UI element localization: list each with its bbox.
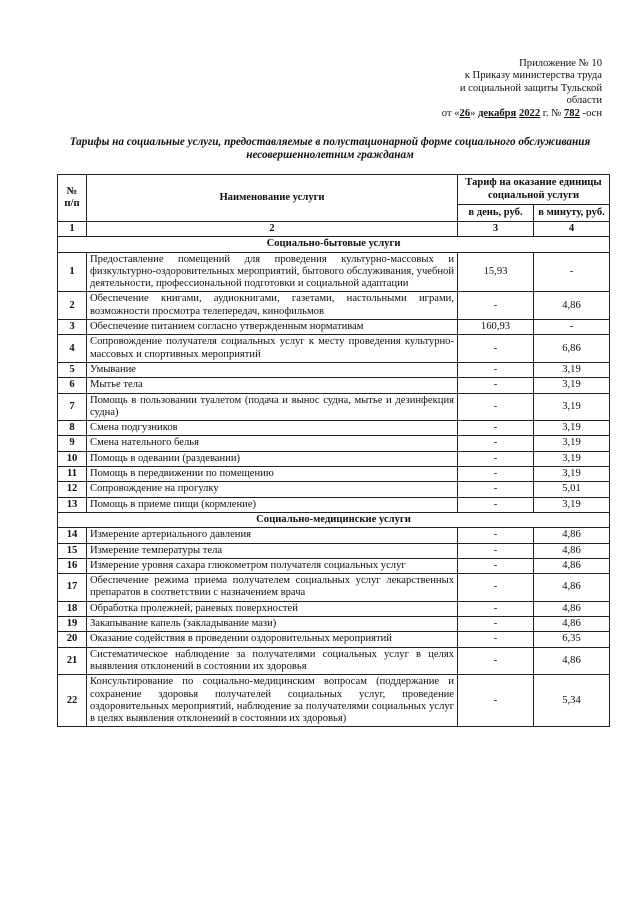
tariff-per-day: - [458, 497, 534, 512]
row-number: 8 [58, 421, 87, 436]
tariff-per-day: - [458, 632, 534, 647]
row-number: 21 [58, 647, 87, 675]
tariff-per-minute: 6,35 [534, 632, 610, 647]
tariff-per-minute: 3,19 [534, 436, 610, 451]
table-row [58, 320, 610, 335]
service-name: Консультирование по социально-медицинским вопросам (поддержание и сохранение здоровья получателей социальных услуг, проведение оздоровительных мероприятий, наблюдение за получателями социальных услуг в целях выявления отклонений в состоянии их здоровья) [87, 675, 458, 727]
table-row [58, 421, 610, 436]
row-number: 1 [58, 252, 87, 292]
table-row [58, 528, 610, 543]
service-name: Смена подгузников [87, 421, 458, 436]
service-name: Мытье тела [87, 378, 458, 393]
table-row [58, 574, 610, 602]
section-title: Социально-бытовые услуги [58, 237, 610, 252]
table-row [58, 335, 610, 363]
table-row [58, 362, 610, 377]
service-name: Помощь в приеме пищи (кормление) [87, 497, 458, 512]
header-name: Наименование услуги [87, 175, 458, 222]
row-number: 17 [58, 574, 87, 602]
row-number: 13 [58, 497, 87, 512]
section-header-row [58, 237, 610, 252]
tariff-per-minute: 5,34 [534, 675, 610, 727]
column-index-row [58, 222, 610, 237]
row-number: 19 [58, 617, 87, 632]
tariff-per-day: - [458, 528, 534, 543]
tariff-per-day: - [458, 574, 534, 602]
row-number: 15 [58, 543, 87, 558]
tariff-per-minute: 4,86 [534, 647, 610, 675]
tariff-per-minute: 5,01 [534, 482, 610, 497]
table-row [58, 543, 610, 558]
tariff-per-day: - [458, 451, 534, 466]
document-title: Тарифы на социальные услуги, предоставляемые в полустационарной форме социального обслуживания несовершеннолетним гражданам [69, 136, 591, 162]
tariff-per-day: - [458, 436, 534, 451]
tariff-per-minute: 3,19 [534, 362, 610, 377]
tariff-per-minute: 3,19 [534, 393, 610, 421]
row-number: 3 [58, 320, 87, 335]
table-row [58, 647, 610, 675]
date-prefix: от « [441, 107, 460, 119]
row-number: 14 [58, 528, 87, 543]
annex-date-line [442, 108, 602, 120]
tariff-per-minute: 3,19 [534, 467, 610, 482]
service-name: Помощь в передвижении по помещению [87, 467, 458, 482]
annex-line-1: Приложение № 10 [519, 58, 602, 69]
tariff-per-minute: 4,86 [534, 558, 610, 573]
service-name: Обеспечение режима приема получателем социальных услуг лекарственных препаратов в соответствии с назначением врача [87, 574, 458, 602]
service-name: Умывание [87, 362, 458, 377]
row-number: 18 [58, 601, 87, 616]
tariff-per-day: - [458, 617, 534, 632]
table-row [58, 601, 610, 616]
table-row [58, 292, 610, 320]
date-month: декабря [478, 107, 517, 119]
order-number-suffix: -осн [579, 107, 602, 119]
date-mid: » [470, 107, 479, 119]
table-row [58, 451, 610, 466]
service-name: Обработка пролежней, раневых поверхностей [87, 601, 458, 616]
table-row [58, 558, 610, 573]
tariff-per-day: - [458, 558, 534, 573]
section-title: Социально-медицинские услуги [58, 512, 610, 527]
service-name: Предоставление помещений для проведения культурно-массовых и физкультурно-оздоровительных мероприятий, бытового обслуживания, учебной деятельности, профессиональной подготовки и социальной адаптации [87, 252, 458, 292]
tariff-per-day: - [458, 675, 534, 727]
service-name: Закапывание капель (закладывание мази) [87, 617, 458, 632]
service-name: Обеспечение питанием согласно утвержденным нормативам [87, 320, 458, 335]
annex-line-3: и социальной защиты Тульской [459, 82, 602, 94]
service-name: Помощь в пользовании туалетом (подача и вынос судна, мытье и дезинфекция судна) [87, 393, 458, 421]
table-row [58, 675, 610, 727]
service-name: Систематическое наблюдение за получателями социальных услуг в целях выявления отклонений в состоянии их здоровья [87, 647, 458, 675]
table-row [58, 252, 610, 292]
header-num: № п/п [58, 175, 87, 222]
column-index: 1 [58, 222, 87, 237]
tariff-per-minute: 4,86 [534, 543, 610, 558]
row-number: 11 [58, 467, 87, 482]
service-name: Сопровождение получателя социальных услуг к месту проведения культурно-массовых и спортивных мероприятий [87, 335, 458, 363]
date-day: 26 [459, 107, 471, 119]
column-index: 3 [458, 222, 534, 237]
annex-header [442, 58, 602, 120]
service-name: Сопровождение на прогулку [87, 482, 458, 497]
row-number: 7 [58, 393, 87, 421]
row-number: 20 [58, 632, 87, 647]
header-per-minute: в минуту, руб. [534, 205, 610, 222]
tariff-per-day: - [458, 335, 534, 363]
tariff-per-day: 15,93 [458, 252, 534, 292]
tariff-per-minute: - [534, 320, 610, 335]
table-row [58, 378, 610, 393]
column-index: 2 [87, 222, 458, 237]
service-name: Обеспечение книгами, аудиокнигами, газетами, настольными играми, возможности просмотра телепередач, кинофильмов [87, 292, 458, 320]
row-number: 12 [58, 482, 87, 497]
table-row [58, 393, 610, 421]
row-number: 2 [58, 292, 87, 320]
service-name: Помощь в одевании (раздевании) [87, 451, 458, 466]
service-name: Измерение температуры тела [87, 543, 458, 558]
annex-line-4: области [566, 95, 602, 107]
tariff-per-day: 160,93 [458, 320, 534, 335]
tariff-per-minute: 4,86 [534, 574, 610, 602]
row-number: 6 [58, 378, 87, 393]
header-tariff: Тариф на оказание единицы социальной услуги [458, 175, 610, 205]
row-number: 22 [58, 675, 87, 727]
tariff-per-day: - [458, 421, 534, 436]
tariff-per-minute: 4,86 [534, 528, 610, 543]
date-year: 2022 [518, 107, 541, 119]
tariff-per-day: - [458, 482, 534, 497]
tariff-per-minute: 3,19 [534, 378, 610, 393]
service-name: Оказание содействия в проведении оздоровительных мероприятий [87, 632, 458, 647]
section-header-row [58, 512, 610, 527]
tariff-per-day: - [458, 362, 534, 377]
table-body [58, 237, 610, 727]
tariff-per-day: - [458, 647, 534, 675]
tariff-per-day: - [458, 292, 534, 320]
tariff-per-minute: 3,19 [534, 497, 610, 512]
table-row [58, 632, 610, 647]
order-number: 782 [564, 107, 580, 119]
service-name: Измерение уровня сахара глюкометром получателя социальных услуг [87, 558, 458, 573]
column-index: 4 [534, 222, 610, 237]
table-row [58, 482, 610, 497]
tariff-per-day: - [458, 393, 534, 421]
row-number: 4 [58, 335, 87, 363]
tariff-per-day: - [458, 467, 534, 482]
tariff-per-minute: 3,19 [534, 421, 610, 436]
service-name: Смена нательного белья [87, 436, 458, 451]
service-name: Измерение артериального давления [87, 528, 458, 543]
date-suffix: г. № [540, 107, 564, 119]
tariff-per-minute: 6,86 [534, 335, 610, 363]
tariff-per-minute: 3,19 [534, 451, 610, 466]
tariff-per-day: - [458, 601, 534, 616]
tariff-per-day: - [458, 543, 534, 558]
tariff-per-minute: - [534, 252, 610, 292]
row-number: 16 [58, 558, 87, 573]
tariff-per-minute: 4,86 [534, 617, 610, 632]
table-row [58, 617, 610, 632]
header-per-day: в день, руб. [458, 205, 534, 222]
row-number: 9 [58, 436, 87, 451]
table-row [58, 436, 610, 451]
table-row [58, 497, 610, 512]
table-row [58, 467, 610, 482]
tariff-per-minute: 4,86 [534, 601, 610, 616]
tariff-per-day: - [458, 378, 534, 393]
annex-line-2: к Приказу министерства труда [464, 70, 602, 82]
row-number: 5 [58, 362, 87, 377]
row-number: 10 [58, 451, 87, 466]
tariff-per-minute: 4,86 [534, 292, 610, 320]
tariff-table [57, 174, 610, 727]
